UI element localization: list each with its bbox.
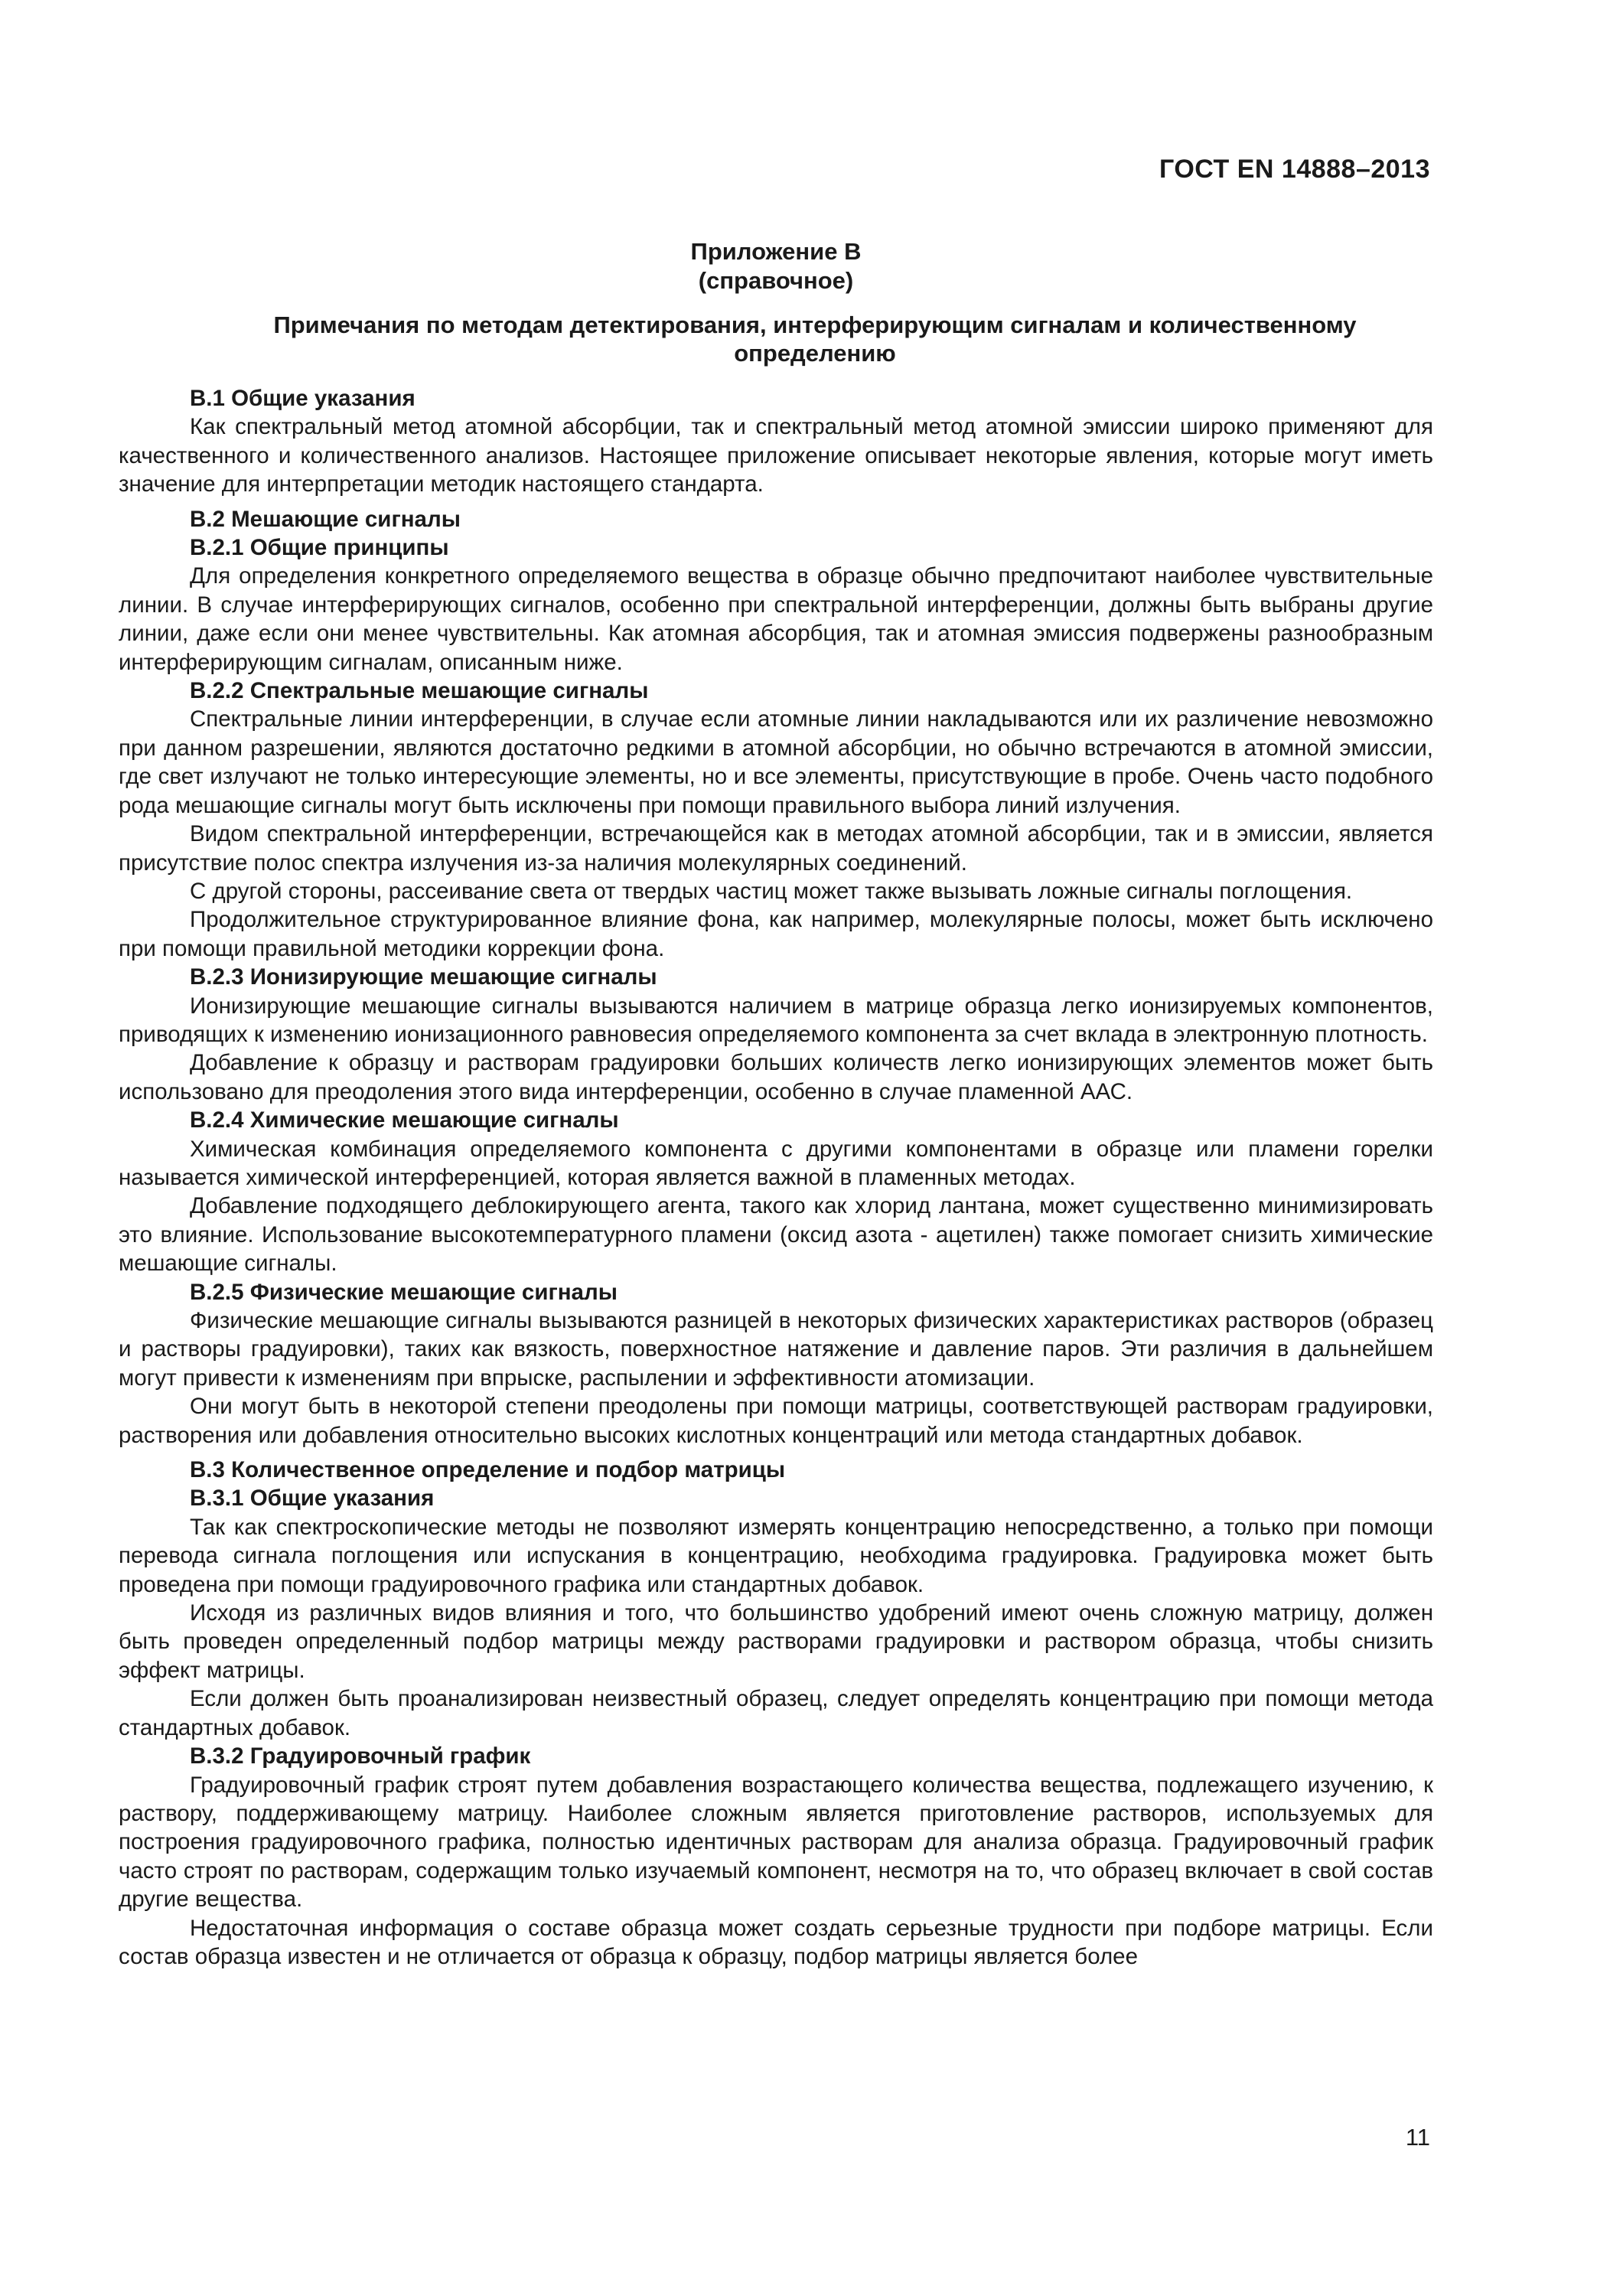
document-code: ГОСТ EN 14888–2013 [1159,155,1430,184]
document-body [119,384,1433,1971]
subsection-heading: В.2.1 Общие принципы [190,535,449,561]
page-number: 11 [1405,2124,1430,2151]
subsection-heading: В.3.2 Градуировочный график [190,1743,531,1769]
paragraph: Продолжительное структурированное влияние фона, как например, молекулярные полосы, может быть исключено при помощи правильной методики коррекции фона. [119,907,1433,961]
section-heading: В.3 Количественное определение и подбор матрицы [190,1457,786,1483]
paragraph: Если должен быть проанализирован неизвестный образец, следует определять концентрацию при помощи метода стандартных добавок. [119,1686,1433,1740]
paragraph: Физические мешающие сигналы вызываются разницей в некоторых физических характеристиках растворов (образец и растворы градуировки), таких как вязкость, поверхностное натяжение и давление паров. Эти различия в дальнейшем могут привести к изменениям при впрыске, распылении и эффективности атомизации. [119,1308,1433,1391]
paragraph: Недостаточная информация о составе образца может создать серьезные трудности при подборе матрицы. Если состав образца известен и не отличается от образца к образцу, подбор матрицы является более [119,1915,1433,1969]
paragraph: Как спектральный метод атомной абсорбции, так и спектральный метод атомной эмиссии широко применяют для качественного и количественного анализов. Настоящее приложение описывает некоторые явления, которые могут иметь значение для интерпретации методик настоящего стандарта. [119,414,1433,497]
subsection-heading: В.2.3 Ионизирующие мешающие сигналы [190,964,657,990]
paragraph: Спектральные линии интерференции, в случае если атомные линии накладываются или их различение невозможно при данном разрешении, являются достаточно редкими в атомной абсорбции, но обычно встречаются в атомной эмиссии, где свет излучают не только интересующие элементы, но и все элементы, присутствующие в пробе. Очень часто подобного рода мешающие сигналы могут быть исключены при помощи правильного выбора линий излучения. [119,706,1433,818]
paragraph: С другой стороны, рассеивание света от твердых частиц может также вызывать ложные сигналы поглощения. [190,878,1353,904]
section-heading: В.2 Мешающие сигналы [190,506,461,532]
paragraph: Градуировочный график строят путем добавления возрастающего количества вещества, подлежащего изучению, к раствору, поддерживающему матрицу. Наиболее сложным является приготовление растворов, используемых для построения градуировочного графика, полностью идентичных растворам для анализа образца. Градуировочный график часто строят по растворам, содержащим только изучаемый компонент, несмотря на то, что образец включает в свой состав другие вещества. [119,1772,1433,1913]
annex-title: Примечания по методам детектирования, интерферирующим сигналам и количественному определению [273,311,1357,367]
paragraph: Добавление подходящего деблокирующего агента, такого как хлорид лантана, может существенно минимизировать это влияние. Использование высокотемпературного пламени (оксид азота - ацетилен) также помогает снизить химические мешающие сигналы. [119,1193,1433,1277]
annex-label: Приложение В [690,238,862,265]
paragraph: Добавление к образцу и растворам градуировки больших количеств легко ионизирующих элементов может быть использовано для преодоления этого вида интерференции, особенно в случае пламенной ААС. [119,1050,1433,1104]
paragraph: Видом спектральной интерференции, встречающейся как в методах атомной абсорбции, так и в эмиссии, является присутствие полос спектра излучения из-за наличия молекулярных соединений. [119,821,1433,876]
paragraph: Ионизирующие мешающие сигналы вызываются наличием в матрице образца легко ионизируемых компонентов, приводящих к изменению ионизационного равновесия определяемого компонента за счет вклада в электронную плотность. [119,993,1433,1047]
section-heading: В.1 Общие указания [190,386,416,411]
annex-type: (справочное) [698,267,854,294]
subsection-heading: В.2.5 Физические мешающие сигналы [190,1279,618,1305]
annex-heading [119,237,1433,295]
paragraph: Химическая комбинация определяемого компонента с другими компонентами в образце или пламени горелки называется химической интерференцией, которая является важной в пламенных методах. [119,1136,1433,1190]
subsection-heading: В.2.4 Химические мешающие сигналы [190,1107,619,1133]
paragraph: Они могут быть в некоторой степени преодолены при помощи матрицы, соответствующей растворам градуировки, растворения или добавления относительно высоких кислотных концентраций или метода стандартных добавок. [119,1394,1433,1448]
subsection-heading: В.2.2 Спектральные мешающие сигналы [190,678,649,704]
paragraph: Для определения конкретного определяемого вещества в образце обычно предпочитают наиболее чувствительные линии. В случае интерферирующих сигналов, особенно при спектральной интерференции, должны быть выбраны другие линии, даже если они менее чувствительны. Как атомная абсорбция, так и атомная эмиссия подвержены разнообразным интерферирующим сигналам, описанным ниже. [119,563,1433,675]
paragraph: Так как спектроскопические методы не позволяют измерять концентрацию непосредственно, а только при помощи перевода сигнала поглощения или испускания в концентрацию, необходима градуировка. Градуировка может быть проведена при помощи градуировочного графика или стандартных добавок. [119,1514,1433,1597]
paragraph: Исходя из различных видов влияния и того, что большинство удобрений имеют очень сложную матрицу, должен быть проведен определенный подбор матрицы между растворами градуировки и раствором образца, чтобы снизить эффект матрицы. [119,1600,1433,1683]
subsection-heading: В.3.1 Общие указания [190,1486,435,1512]
